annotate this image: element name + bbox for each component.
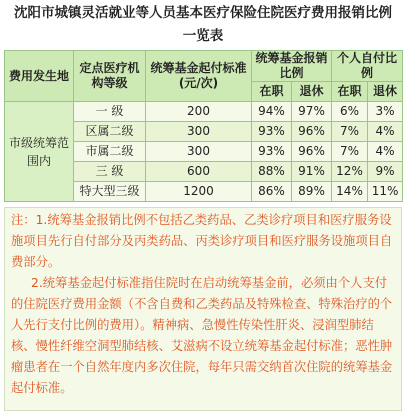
header-self-working: 在职 xyxy=(332,82,368,102)
level-cell: 区属二级 xyxy=(74,122,146,142)
header-level: 定点医疗机构等级 xyxy=(74,51,146,102)
self-working-cell: 7% xyxy=(332,142,368,162)
region-cell: 市级统筹范围内 xyxy=(5,102,74,202)
fund-working-cell: 93% xyxy=(252,142,292,162)
self-working-cell: 7% xyxy=(332,122,368,142)
note-2: 2.统筹基金起付标准指住院时在启动统筹基金前，必须由个人支付的住院医疗费用金额（不含自费和乙类药品及特殊检查、特殊治疗的个人先行支付比例的费用）。精神病、急慢性传染性肝炎、浸润型肺结核、慢性纤维空洞型肺结核、艾滋病不设立统筹基金起付标准；恶性肿瘤患者在一个自然年度内多次住院，每年只需交纳首次住院的统筹基金起付标准。 xyxy=(11,276,393,395)
header-self-ratio: 个人自付比例 xyxy=(332,51,403,82)
fund-retired-cell: 96% xyxy=(292,142,332,162)
header-threshold: 统筹基金起付标准(元/次) xyxy=(146,51,252,102)
header-region: 费用发生地 xyxy=(5,51,74,102)
reimbursement-table xyxy=(4,50,403,202)
fund-retired-cell: 96% xyxy=(292,122,332,142)
level-cell: 特大型三级 xyxy=(74,182,146,202)
title-line-2: 一览表 xyxy=(182,28,224,44)
note-1: 注：1.统筹基金报销比例不包括乙类药品、乙类诊疗项目和医疗服务设施项目先行自付部分及丙类药品、丙类诊疗项目和医疗服务设施项目自费部分。 xyxy=(11,213,393,269)
self-working-cell: 6% xyxy=(332,102,368,122)
fund-working-cell: 86% xyxy=(252,182,292,202)
fund-retired-cell: 89% xyxy=(292,182,332,202)
header-fund-retired: 退休 xyxy=(292,82,332,102)
threshold-cell: 600 xyxy=(146,162,252,182)
self-retired-cell: 3% xyxy=(368,102,403,122)
header-fund-working: 在职 xyxy=(252,82,292,102)
self-retired-cell: 4% xyxy=(368,122,403,142)
threshold-cell: 200 xyxy=(146,102,252,122)
level-cell: 市属二级 xyxy=(74,142,146,162)
fund-working-cell: 93% xyxy=(252,122,292,142)
fund-working-cell: 94% xyxy=(252,102,292,122)
level-cell: 三 级 xyxy=(74,162,146,182)
self-retired-cell: 11% xyxy=(368,182,403,202)
threshold-cell: 300 xyxy=(146,122,252,142)
fund-retired-cell: 91% xyxy=(292,162,332,182)
level-cell: 一 级 xyxy=(74,102,146,122)
header-self-retired: 退休 xyxy=(368,82,403,102)
self-retired-cell: 9% xyxy=(368,162,403,182)
fund-working-cell: 88% xyxy=(252,162,292,182)
page-title xyxy=(0,0,406,48)
header-fund-ratio: 统筹基金报销比例 xyxy=(252,51,332,82)
threshold-cell: 300 xyxy=(146,142,252,162)
threshold-cell: 1200 xyxy=(146,182,252,202)
title-line-1: 沈阳市城镇灵活就业等人员基本医疗保险住院医疗费用报销比例 xyxy=(14,5,392,21)
table-row xyxy=(5,102,403,122)
fund-retired-cell: 97% xyxy=(292,102,332,122)
notes-box xyxy=(4,207,402,411)
self-working-cell: 14% xyxy=(332,182,368,202)
self-working-cell: 12% xyxy=(332,162,368,182)
self-retired-cell: 4% xyxy=(368,142,403,162)
